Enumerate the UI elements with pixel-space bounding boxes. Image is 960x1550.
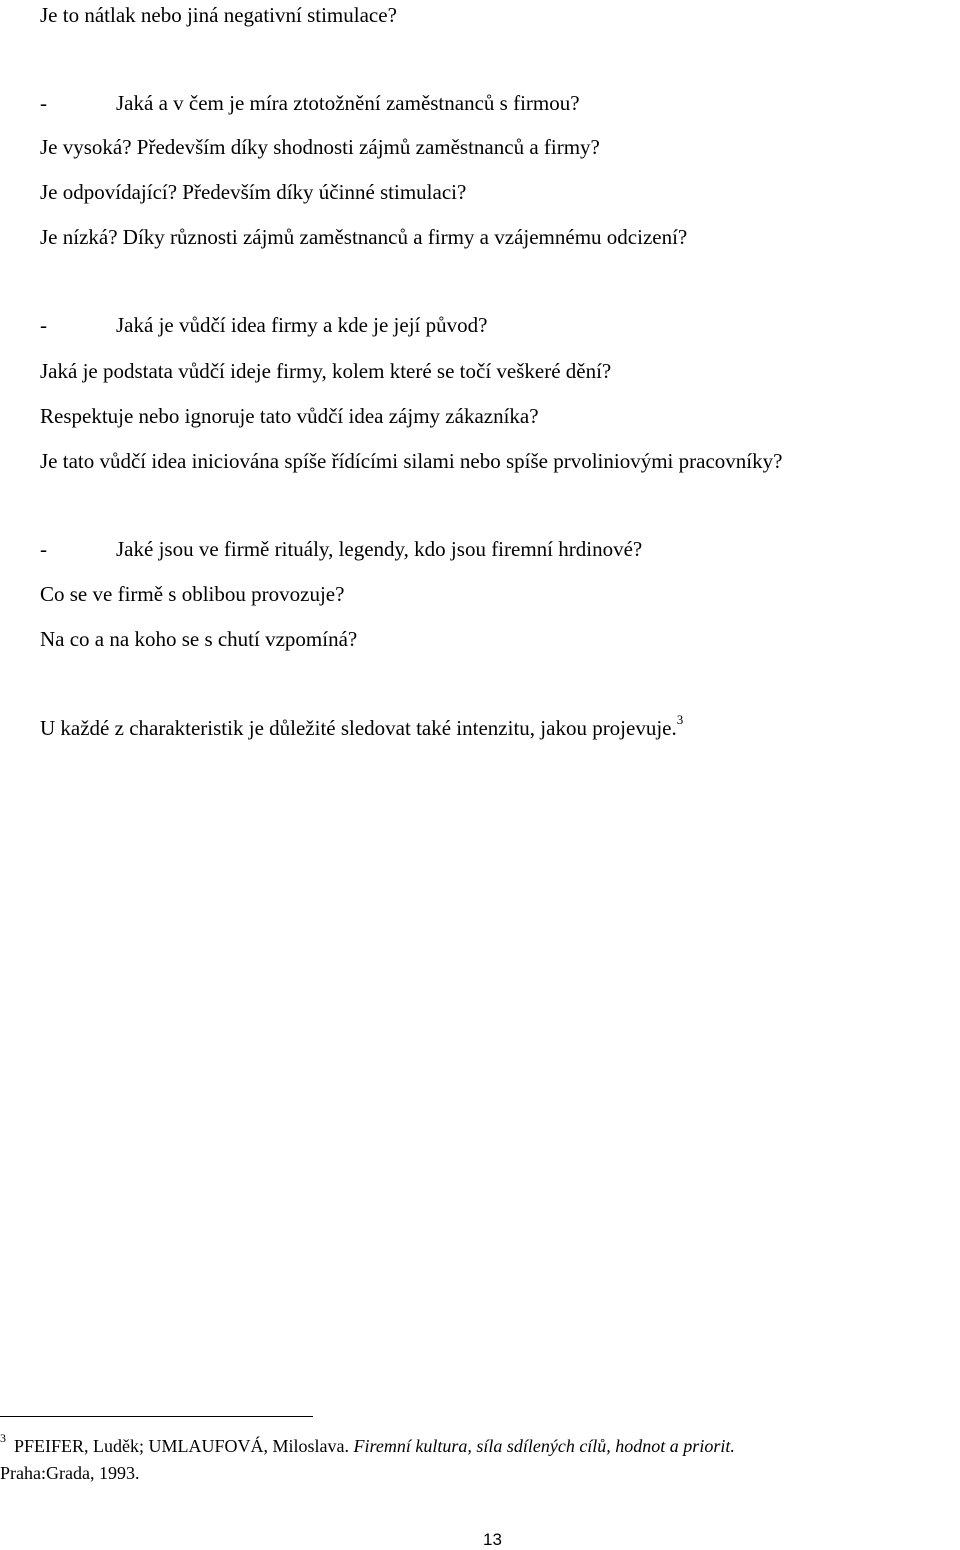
text-line: Je vysoká? Především díky shodnosti zájmů zaměstnanců a firmy? (40, 135, 600, 159)
text-line: Je nízká? Díky různosti zájmů zaměstnanců a firmy a vzájemnému odcizení? (40, 225, 688, 249)
closing-paragraph (40, 712, 684, 740)
text-line: Jaká a v čem je míra ztotožnění zaměstnanců s firmou? (116, 91, 580, 115)
footnote (0, 1431, 735, 1457)
text-line: Jaká je podstata vůdčí ideje firmy, kolem které se točí veškeré dění? (40, 359, 612, 383)
bullet-question-idea (40, 313, 487, 337)
dash-marker: - (40, 91, 47, 115)
text-line: U každé z charakteristik je důležité sledovat také intenzitu, jakou projevuje. (40, 716, 677, 740)
footnote-title: Firemní kultura, síla sdílených cílů, hodnot a priorit. (353, 1436, 735, 1456)
footnote-separator (0, 1416, 313, 1417)
text-line: Je odpovídající? Především díky účinné stimulaci? (40, 180, 467, 204)
text-line: Jaká je vůdčí idea firmy a kde je její původ? (116, 313, 488, 337)
footnote-authors: PFEIFER, Luděk; UMLAUFOVÁ, Miloslava. (14, 1436, 350, 1456)
text-line: Co se ve firmě s oblibou provozuje? (40, 582, 345, 606)
text-line: Respektuje nebo ignoruje tato vůdčí idea zájmy zákazníka? (40, 404, 539, 428)
text-line: Na co a na koho se s chutí vzpomíná? (40, 627, 358, 651)
footnote-reference: 3 (676, 712, 684, 727)
footnote-publisher: Praha:Grada, 1993. (0, 1463, 140, 1483)
dash-marker: - (40, 313, 47, 337)
bullet-question-identification (40, 91, 580, 115)
dash-marker: - (40, 537, 47, 561)
page-number: 13 (483, 1530, 502, 1549)
footnote-marker: 3 (0, 1431, 6, 1445)
bullet-question-rituals (40, 537, 642, 561)
text-line: Je to nátlak nebo jiná negativní stimulace? (40, 3, 397, 27)
text-line: Je tato vůdčí idea iniciována spíše řídícími silami nebo spíše prvoliniovými pracovníky? (40, 449, 783, 473)
text-line: Jaké jsou ve firmě rituály, legendy, kdo jsou firemní hrdinové? (116, 537, 643, 561)
